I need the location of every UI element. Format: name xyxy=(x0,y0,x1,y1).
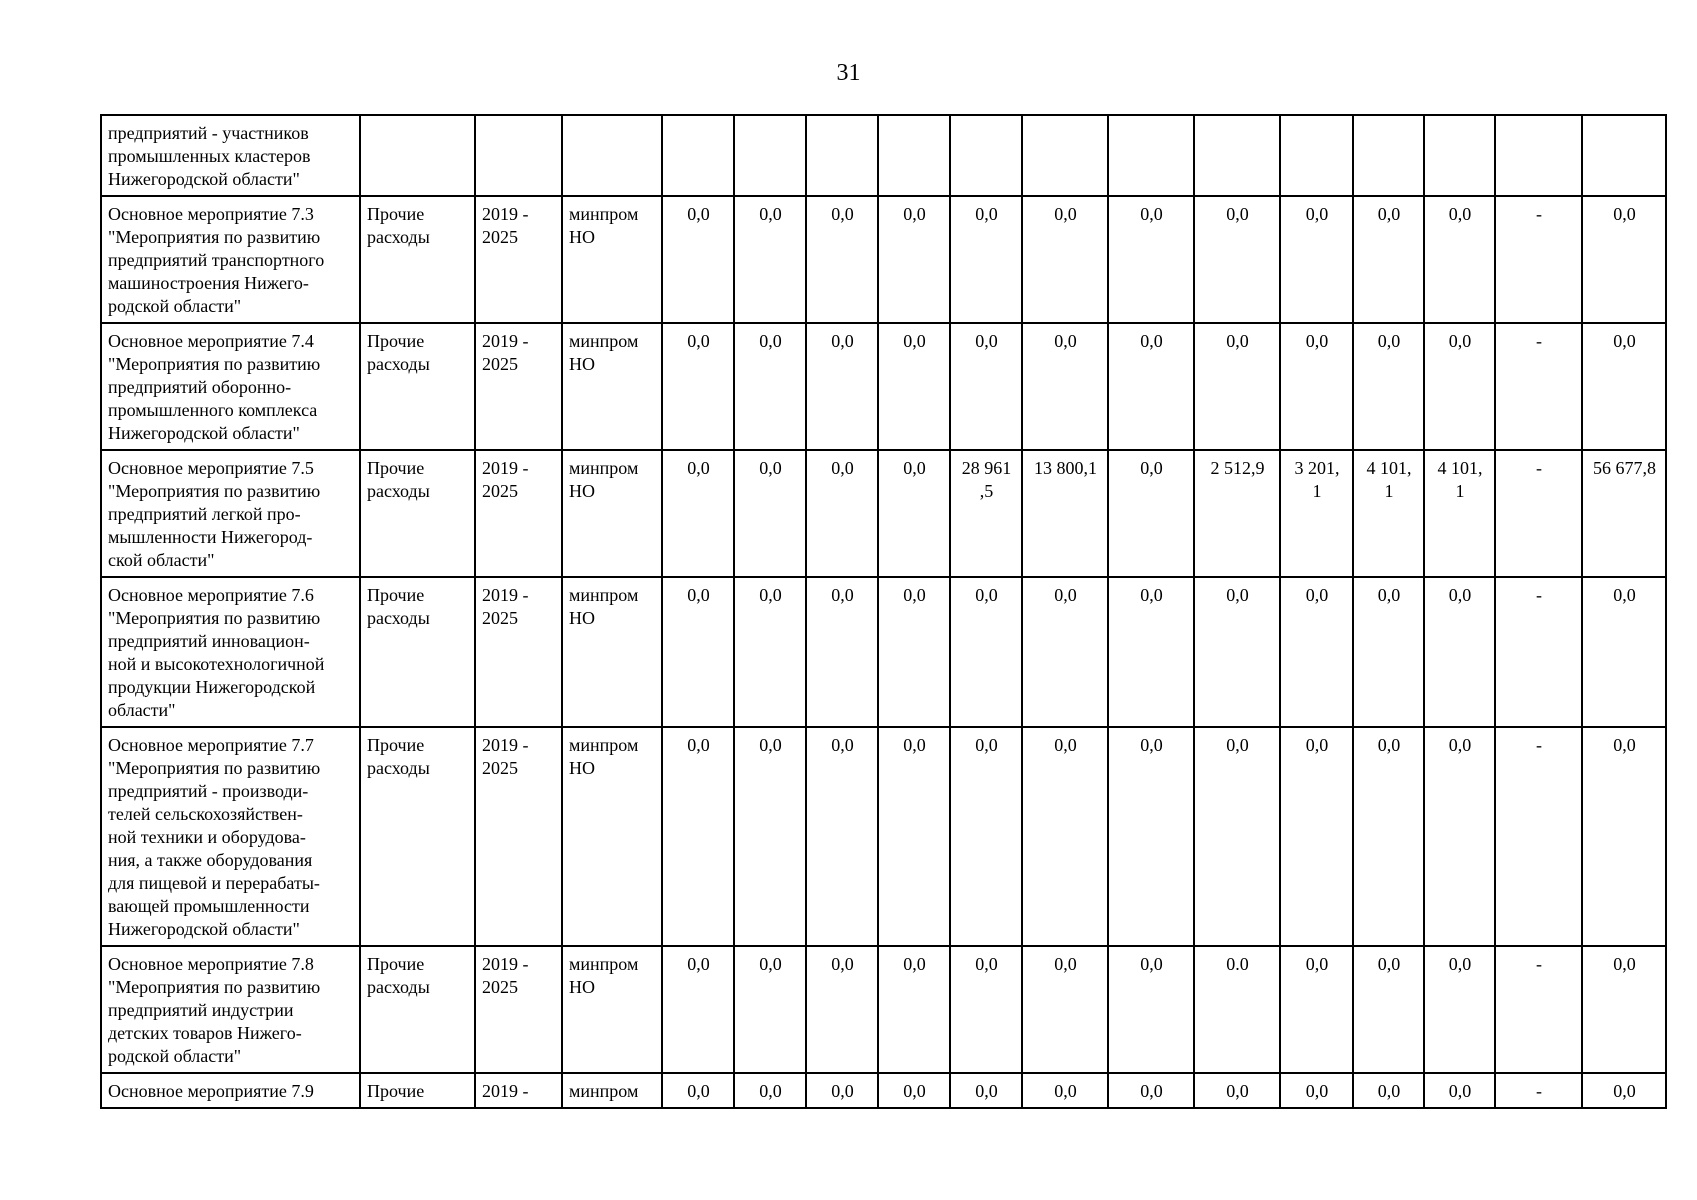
value-cell: 0,0 xyxy=(1280,1073,1353,1108)
value-cell: 0,0 xyxy=(1353,196,1424,323)
value-cell: 0,0 xyxy=(1022,323,1108,450)
period-cell: 2019 - 2025 xyxy=(475,323,562,450)
value-cell: 0,0 xyxy=(806,450,878,577)
value-cell: 4 101, 1 xyxy=(1353,450,1424,577)
value-cell xyxy=(1582,115,1666,196)
value-cell: 0,0 xyxy=(878,727,950,946)
table-row xyxy=(101,727,1666,946)
value-cell: 0,0 xyxy=(1424,727,1495,946)
value-cell xyxy=(1353,115,1424,196)
value-cell: 0,0 xyxy=(1424,323,1495,450)
expense-type-cell: Прочие расходы xyxy=(360,727,475,946)
value-cell: 0,0 xyxy=(1582,577,1666,727)
page-number: 31 xyxy=(836,60,861,86)
value-cell: 0,0 xyxy=(662,1073,734,1108)
executor-cell xyxy=(562,115,662,196)
value-cell: 0,0 xyxy=(1194,1073,1280,1108)
value-cell: 28 961 ,5 xyxy=(950,450,1022,577)
value-cell: 0,0 xyxy=(1022,196,1108,323)
value-cell: 0.0 xyxy=(1194,946,1280,1073)
value-cell: 0,0 xyxy=(1194,727,1280,946)
value-cell: 0,0 xyxy=(1424,577,1495,727)
value-cell: 0,0 xyxy=(1582,727,1666,946)
period-cell: 2019 - xyxy=(475,1073,562,1108)
table-row xyxy=(101,1073,1666,1108)
table-row xyxy=(101,196,1666,323)
value-cell xyxy=(1424,115,1495,196)
value-cell: 0,0 xyxy=(734,450,806,577)
value-cell: - xyxy=(1495,577,1582,727)
executor-cell: минпром НО xyxy=(562,946,662,1073)
value-cell xyxy=(1495,115,1582,196)
value-cell: 3 201, 1 xyxy=(1280,450,1353,577)
value-cell: 0,0 xyxy=(878,577,950,727)
value-cell: 0,0 xyxy=(950,323,1022,450)
period-cell xyxy=(475,115,562,196)
value-cell xyxy=(806,115,878,196)
value-cell: 0,0 xyxy=(878,1073,950,1108)
value-cell: 0,0 xyxy=(1280,577,1353,727)
value-cell: 0,0 xyxy=(878,196,950,323)
value-cell: 0,0 xyxy=(1424,1073,1495,1108)
value-cell: 0,0 xyxy=(662,196,734,323)
event-name-cell: Основное мероприятие 7.6 "Мероприятия по развитию предприятий инновацион- ной и высокотехнологичной продукции Нижегородской области" xyxy=(101,577,360,727)
value-cell: 0,0 xyxy=(1108,946,1194,1073)
value-cell: 0,0 xyxy=(950,196,1022,323)
executor-cell: минпром НО xyxy=(562,323,662,450)
value-cell: - xyxy=(1495,946,1582,1073)
value-cell xyxy=(1022,115,1108,196)
expense-type-cell: Прочие расходы xyxy=(360,450,475,577)
value-cell: 0,0 xyxy=(1022,727,1108,946)
value-cell: 0,0 xyxy=(1582,1073,1666,1108)
value-cell: 0,0 xyxy=(1582,196,1666,323)
value-cell: 0,0 xyxy=(662,577,734,727)
expense-type-cell: Прочие xyxy=(360,1073,475,1108)
table-row xyxy=(101,323,1666,450)
budget-table xyxy=(100,114,1667,1109)
executor-cell: минпром НО xyxy=(562,196,662,323)
value-cell: - xyxy=(1495,323,1582,450)
executor-cell: минпром НО xyxy=(562,577,662,727)
executor-cell: минпром НО xyxy=(562,727,662,946)
expense-type-cell: Прочие расходы xyxy=(360,577,475,727)
period-cell: 2019 - 2025 xyxy=(475,196,562,323)
value-cell: 0,0 xyxy=(662,323,734,450)
value-cell: 0,0 xyxy=(806,323,878,450)
value-cell: 0,0 xyxy=(806,727,878,946)
value-cell: 4 101, 1 xyxy=(1424,450,1495,577)
value-cell: 0,0 xyxy=(950,946,1022,1073)
event-name-cell: Основное мероприятие 7.8 "Мероприятия по развитию предприятий индустрии детских товаров Нижего- родской области" xyxy=(101,946,360,1073)
event-name-cell: Основное мероприятие 7.4 "Мероприятия по развитию предприятий оборонно- промышленного комплекса Нижегородской области" xyxy=(101,323,360,450)
value-cell: 0,0 xyxy=(1353,727,1424,946)
value-cell: 0,0 xyxy=(662,450,734,577)
event-name-cell: Основное мероприятие 7.9 xyxy=(101,1073,360,1108)
value-cell: 0,0 xyxy=(1353,1073,1424,1108)
period-cell: 2019 - 2025 xyxy=(475,577,562,727)
value-cell xyxy=(1108,115,1194,196)
expense-type-cell: Прочие расходы xyxy=(360,323,475,450)
value-cell: 0,0 xyxy=(806,196,878,323)
value-cell: 0,0 xyxy=(806,577,878,727)
value-cell: 0,0 xyxy=(1194,323,1280,450)
value-cell: 0,0 xyxy=(1022,577,1108,727)
value-cell xyxy=(1194,115,1280,196)
value-cell: 0,0 xyxy=(1108,1073,1194,1108)
value-cell: 0,0 xyxy=(1108,450,1194,577)
value-cell: 0,0 xyxy=(806,1073,878,1108)
value-cell: 0,0 xyxy=(806,946,878,1073)
period-cell: 2019 - 2025 xyxy=(475,727,562,946)
value-cell xyxy=(950,115,1022,196)
value-cell: 0,0 xyxy=(1108,577,1194,727)
value-cell: 0,0 xyxy=(1280,946,1353,1073)
value-cell: 0,0 xyxy=(950,1073,1022,1108)
expense-type-cell xyxy=(360,115,475,196)
event-name-cell: Основное мероприятие 7.3 "Мероприятия по развитию предприятий транспортного машиностроения Нижего- родской области" xyxy=(101,196,360,323)
executor-cell: минпром НО xyxy=(562,450,662,577)
value-cell: 0,0 xyxy=(1108,323,1194,450)
value-cell: 0,0 xyxy=(1280,727,1353,946)
value-cell xyxy=(878,115,950,196)
value-cell: 0,0 xyxy=(878,450,950,577)
event-name-cell: Основное мероприятие 7.5 "Мероприятия по развитию предприятий легкой про- мышленности Нижегород- ской области" xyxy=(101,450,360,577)
value-cell: 0,0 xyxy=(878,323,950,450)
value-cell xyxy=(734,115,806,196)
value-cell: 0,0 xyxy=(1022,1073,1108,1108)
value-cell: 0,0 xyxy=(734,577,806,727)
value-cell: 0,0 xyxy=(1108,727,1194,946)
value-cell: 0,0 xyxy=(1194,196,1280,323)
value-cell: - xyxy=(1495,450,1582,577)
value-cell: 0,0 xyxy=(1353,946,1424,1073)
table-row xyxy=(101,946,1666,1073)
table-row xyxy=(101,577,1666,727)
value-cell: 0,0 xyxy=(662,946,734,1073)
value-cell xyxy=(662,115,734,196)
value-cell: 0,0 xyxy=(1424,196,1495,323)
value-cell: 0,0 xyxy=(950,727,1022,946)
value-cell: 0,0 xyxy=(1582,323,1666,450)
value-cell: 0,0 xyxy=(662,727,734,946)
value-cell: 0,0 xyxy=(1108,196,1194,323)
period-cell: 2019 - 2025 xyxy=(475,450,562,577)
event-name-cell: предприятий - участников промышленных кластеров Нижегородской области" xyxy=(101,115,360,196)
value-cell: 13 800,1 xyxy=(1022,450,1108,577)
value-cell: 0,0 xyxy=(950,577,1022,727)
value-cell: 0,0 xyxy=(878,946,950,1073)
value-cell: 0,0 xyxy=(1280,196,1353,323)
value-cell: 0,0 xyxy=(734,1073,806,1108)
period-cell: 2019 - 2025 xyxy=(475,946,562,1073)
value-cell: 0,0 xyxy=(734,727,806,946)
table-row xyxy=(101,450,1666,577)
value-cell: 2 512,9 xyxy=(1194,450,1280,577)
event-name-cell: Основное мероприятие 7.7 "Мероприятия по развитию предприятий - производи- телей сельскохозяйствен- ной техники и оборудова- ния, а также оборудования для пищевой и перерабаты- вающей промышленности Нижегородской области" xyxy=(101,727,360,946)
value-cell: 0,0 xyxy=(1353,577,1424,727)
value-cell: 0,0 xyxy=(1022,946,1108,1073)
value-cell: 0,0 xyxy=(734,946,806,1073)
value-cell: - xyxy=(1495,727,1582,946)
expense-type-cell: Прочие расходы xyxy=(360,946,475,1073)
value-cell: 0,0 xyxy=(1424,946,1495,1073)
expense-type-cell: Прочие расходы xyxy=(360,196,475,323)
value-cell xyxy=(1280,115,1353,196)
value-cell: 0,0 xyxy=(734,196,806,323)
executor-cell: минпром xyxy=(562,1073,662,1108)
value-cell: 0,0 xyxy=(734,323,806,450)
table-row xyxy=(101,115,1666,196)
value-cell: 0,0 xyxy=(1353,323,1424,450)
value-cell: - xyxy=(1495,1073,1582,1108)
value-cell: 56 677,8 xyxy=(1582,450,1666,577)
value-cell: 0,0 xyxy=(1280,323,1353,450)
value-cell: 0,0 xyxy=(1194,577,1280,727)
value-cell: - xyxy=(1495,196,1582,323)
value-cell: 0,0 xyxy=(1582,946,1666,1073)
